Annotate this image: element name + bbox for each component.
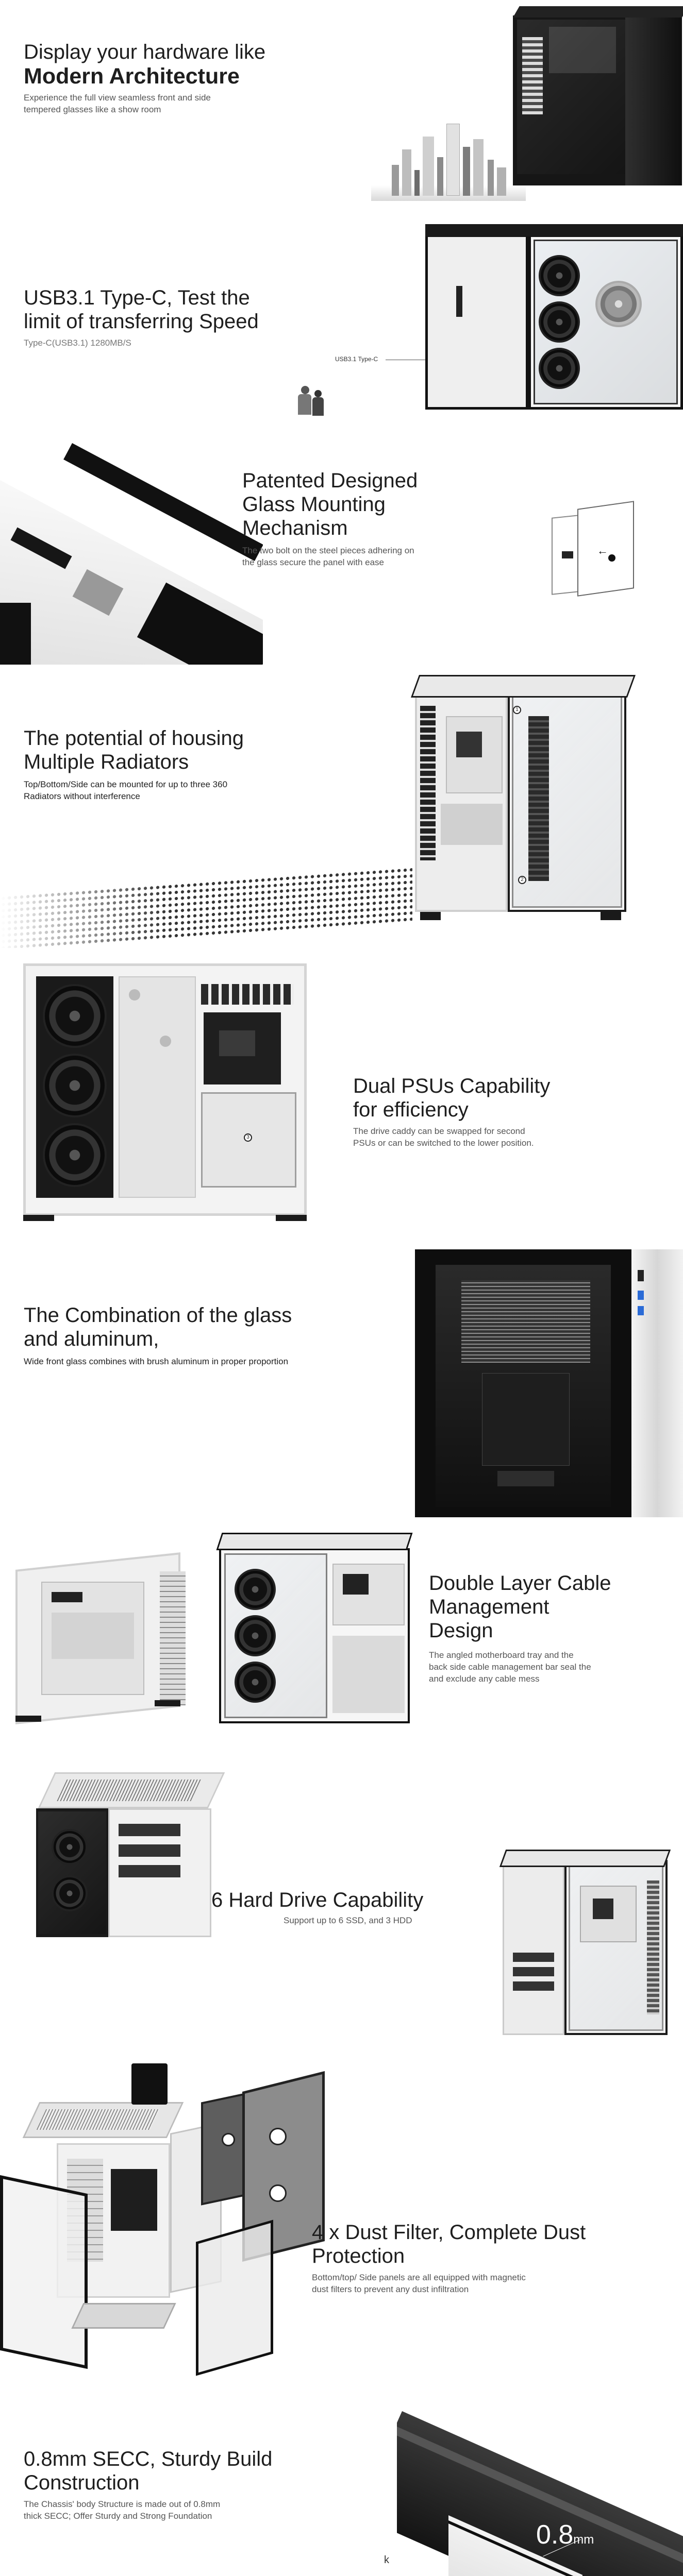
callout-marker-2: 2: [518, 876, 526, 884]
usb-port-label: USB3.1 Type-C: [335, 355, 378, 363]
usb-title-line2: limit of transferring Speed: [24, 310, 259, 333]
aluminum-title-line1: The Combination of the glass: [24, 1304, 292, 1327]
glass-panel-diagram: [552, 505, 644, 603]
section-architecture: [0, 0, 683, 206]
glass-mount-closeup-image: [0, 433, 263, 665]
architecture-desc-line1: Experience the full view seamless front and side: [24, 93, 211, 103]
cable-case-open-image: [5, 1540, 196, 1731]
arrow-left-icon: ←: [597, 544, 608, 557]
secc-desc-line1: The Chassis' body Structure is made out of 0.8mm: [24, 2499, 221, 2509]
thickness-value: 0.8: [536, 2520, 574, 2550]
section-radiators: [0, 675, 683, 948]
halftone-band: [0, 867, 412, 948]
usb-desc: Type-C(USB3.1) 1280MB/S: [24, 338, 131, 348]
section-secc: [0, 2380, 683, 2576]
glass-mount-title-line2: Glass Mounting: [242, 493, 386, 516]
section-glass-mount: [0, 433, 683, 675]
psu-desc-line1: The drive caddy can be swapped for second: [353, 1126, 525, 1136]
psu-title-line1: Dual PSUs Capability: [353, 1075, 551, 1097]
secc-closeup-image: [397, 2396, 683, 2576]
secc-title-line1: 0.8mm SECC, Sturdy Build: [24, 2448, 273, 2470]
radiators-title-line1: The potential of housing: [24, 727, 244, 750]
aluminum-desc: Wide front glass combines with brush aluminum in proper proportion: [24, 1357, 289, 1366]
people-figures-image: [294, 384, 335, 422]
radiators-desc-line1: Top/Bottom/Side can be mounted for up to three 360: [24, 779, 228, 789]
city-skyline-image: [371, 124, 526, 201]
callout-marker-3: 3: [244, 1133, 252, 1142]
drive-case-side-image: [503, 1850, 673, 2050]
section-dust: [0, 2061, 683, 2380]
glass-mount-desc-line1: The two bolt on the steel pieces adhering on: [242, 546, 414, 555]
callout-marker-1: 1: [513, 706, 521, 714]
aluminum-title-line2: and aluminum,: [24, 1328, 159, 1350]
drives-desc: Support up to 6 SSD, and 3 HDD: [284, 1916, 412, 1925]
psu-case-image: [23, 963, 312, 1221]
radiator-case-image: [410, 675, 631, 938]
cable-case-closed-image: [219, 1533, 415, 1739]
usb-title-line1: USB3.1 Type-C, Test the: [24, 286, 250, 309]
section-psu: [0, 948, 683, 1236]
section-aluminum: [0, 1236, 683, 1525]
dust-title-line2: Protection: [312, 2245, 405, 2267]
section-cable: [0, 1525, 683, 1762]
secc-desc-line2: thick SECC; Offer Sturdy and Strong Foundation: [24, 2511, 212, 2521]
cable-title-line2: Management: [429, 1596, 549, 1618]
white-case-usb-image: [425, 224, 683, 420]
cable-desc-line1: The angled motherboard tray and the: [429, 1650, 574, 1660]
cable-desc-line2: back side cable management bar seal the: [429, 1662, 591, 1672]
section-usb: [0, 206, 683, 433]
psu-title-line2: for efficiency: [353, 1098, 469, 1121]
exploded-case-image: [0, 2061, 340, 2375]
cable-title-line1: Double Layer Cable: [429, 1572, 611, 1595]
cable-desc-line3: and exclude any cable mess: [429, 1673, 540, 1684]
architecture-title-line1: Display your hardware like: [24, 41, 266, 63]
architecture-desc-line2: tempered glasses like a show room: [24, 105, 161, 115]
thickness-unit: mm: [573, 2533, 594, 2547]
dust-title-line1: 4 x Dust Filter, Complete Dust: [312, 2221, 586, 2244]
cable-title-line3: Design: [429, 1619, 493, 1642]
glass-aluminum-closeup-image: [415, 1249, 683, 1517]
dust-desc-line1: Bottom/top/ Side panels are all equipped with magnetic: [312, 2273, 526, 2282]
glass-mount-title-line1: Patented Designed: [242, 469, 418, 492]
secc-stray-char: k: [384, 2554, 389, 2566]
psu-desc-line2: PSUs or can be switched to the lower position.: [353, 1138, 534, 1148]
glass-mount-title-line3: Mechanism: [242, 517, 348, 539]
black-case-image: [513, 6, 683, 192]
architecture-title-line2: Modern Architecture: [24, 64, 240, 89]
glass-mount-desc-line2: the glass secure the panel with ease: [242, 557, 385, 567]
drive-case-top-image: [31, 1772, 227, 1947]
dust-desc-line2: dust filters to prevent any dust infiltration: [312, 2284, 469, 2294]
drives-title: 6 Hard Drive Capability: [211, 1889, 424, 1911]
section-drives: [0, 1762, 683, 2061]
radiators-title-line2: Multiple Radiators: [24, 751, 189, 773]
radiators-desc-line2: Radiators without interference: [24, 791, 140, 801]
secc-title-line2: Construction: [24, 2471, 140, 2494]
